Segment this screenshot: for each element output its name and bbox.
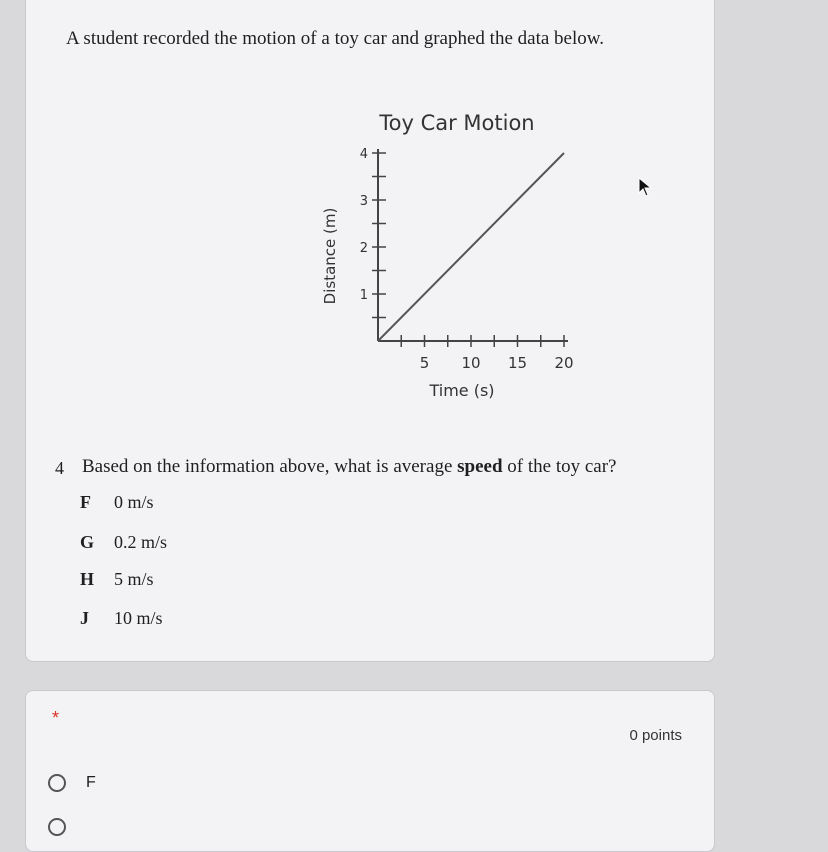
option-text: 5 m/s: [114, 569, 154, 589]
chart-ylabel: Distance (m): [321, 207, 339, 305]
option-text: 10 m/s: [114, 608, 163, 628]
y-tick-label: 2: [359, 241, 368, 256]
required-asterisk: *: [52, 708, 60, 728]
option-letter: J: [80, 608, 89, 628]
question-prompt-bold: speed: [457, 456, 503, 477]
x-tick-label: 20: [554, 354, 574, 372]
option-g: [80, 532, 167, 553]
answer-choice-label: F: [86, 774, 96, 791]
question-intro: A student recorded the motion of a toy car and graphed the data below.: [66, 28, 604, 49]
chart-xlabel: Time (s): [429, 381, 495, 400]
question-prompt-end: of the toy car?: [502, 456, 617, 477]
question-number-marker: 4: [55, 458, 64, 478]
x-tick-label: 5: [419, 354, 430, 372]
data-line: [378, 153, 564, 341]
option-text: 0 m/s: [114, 492, 154, 512]
option-h: [80, 569, 154, 590]
y-tick-label: 4: [359, 147, 368, 162]
points-label: 0 points: [629, 727, 682, 744]
mouse-pointer-icon: [638, 177, 652, 197]
option-letter: F: [80, 492, 91, 512]
x-tick-label: 15: [507, 354, 528, 372]
question-prompt: [82, 456, 617, 478]
radio-button[interactable]: [48, 818, 66, 836]
answer-choice-g[interactable]: [48, 818, 86, 836]
radio-button[interactable]: [48, 774, 66, 792]
option-letter: G: [80, 532, 95, 552]
chart-title: Toy Car Motion: [379, 111, 535, 135]
option-j: [80, 608, 163, 629]
chart-series: [378, 153, 564, 341]
option-text: 0.2 m/s: [114, 532, 168, 552]
y-tick-label: 3: [359, 194, 368, 209]
toy-car-chart: [300, 100, 600, 410]
option-f: [80, 492, 154, 513]
option-letter: H: [80, 569, 95, 589]
y-tick-label: 1: [359, 288, 368, 303]
answer-choice-f[interactable]: [48, 774, 96, 792]
question-prompt-start: Based on the information above, what is average: [82, 456, 458, 477]
x-tick-label: 10: [461, 354, 481, 372]
